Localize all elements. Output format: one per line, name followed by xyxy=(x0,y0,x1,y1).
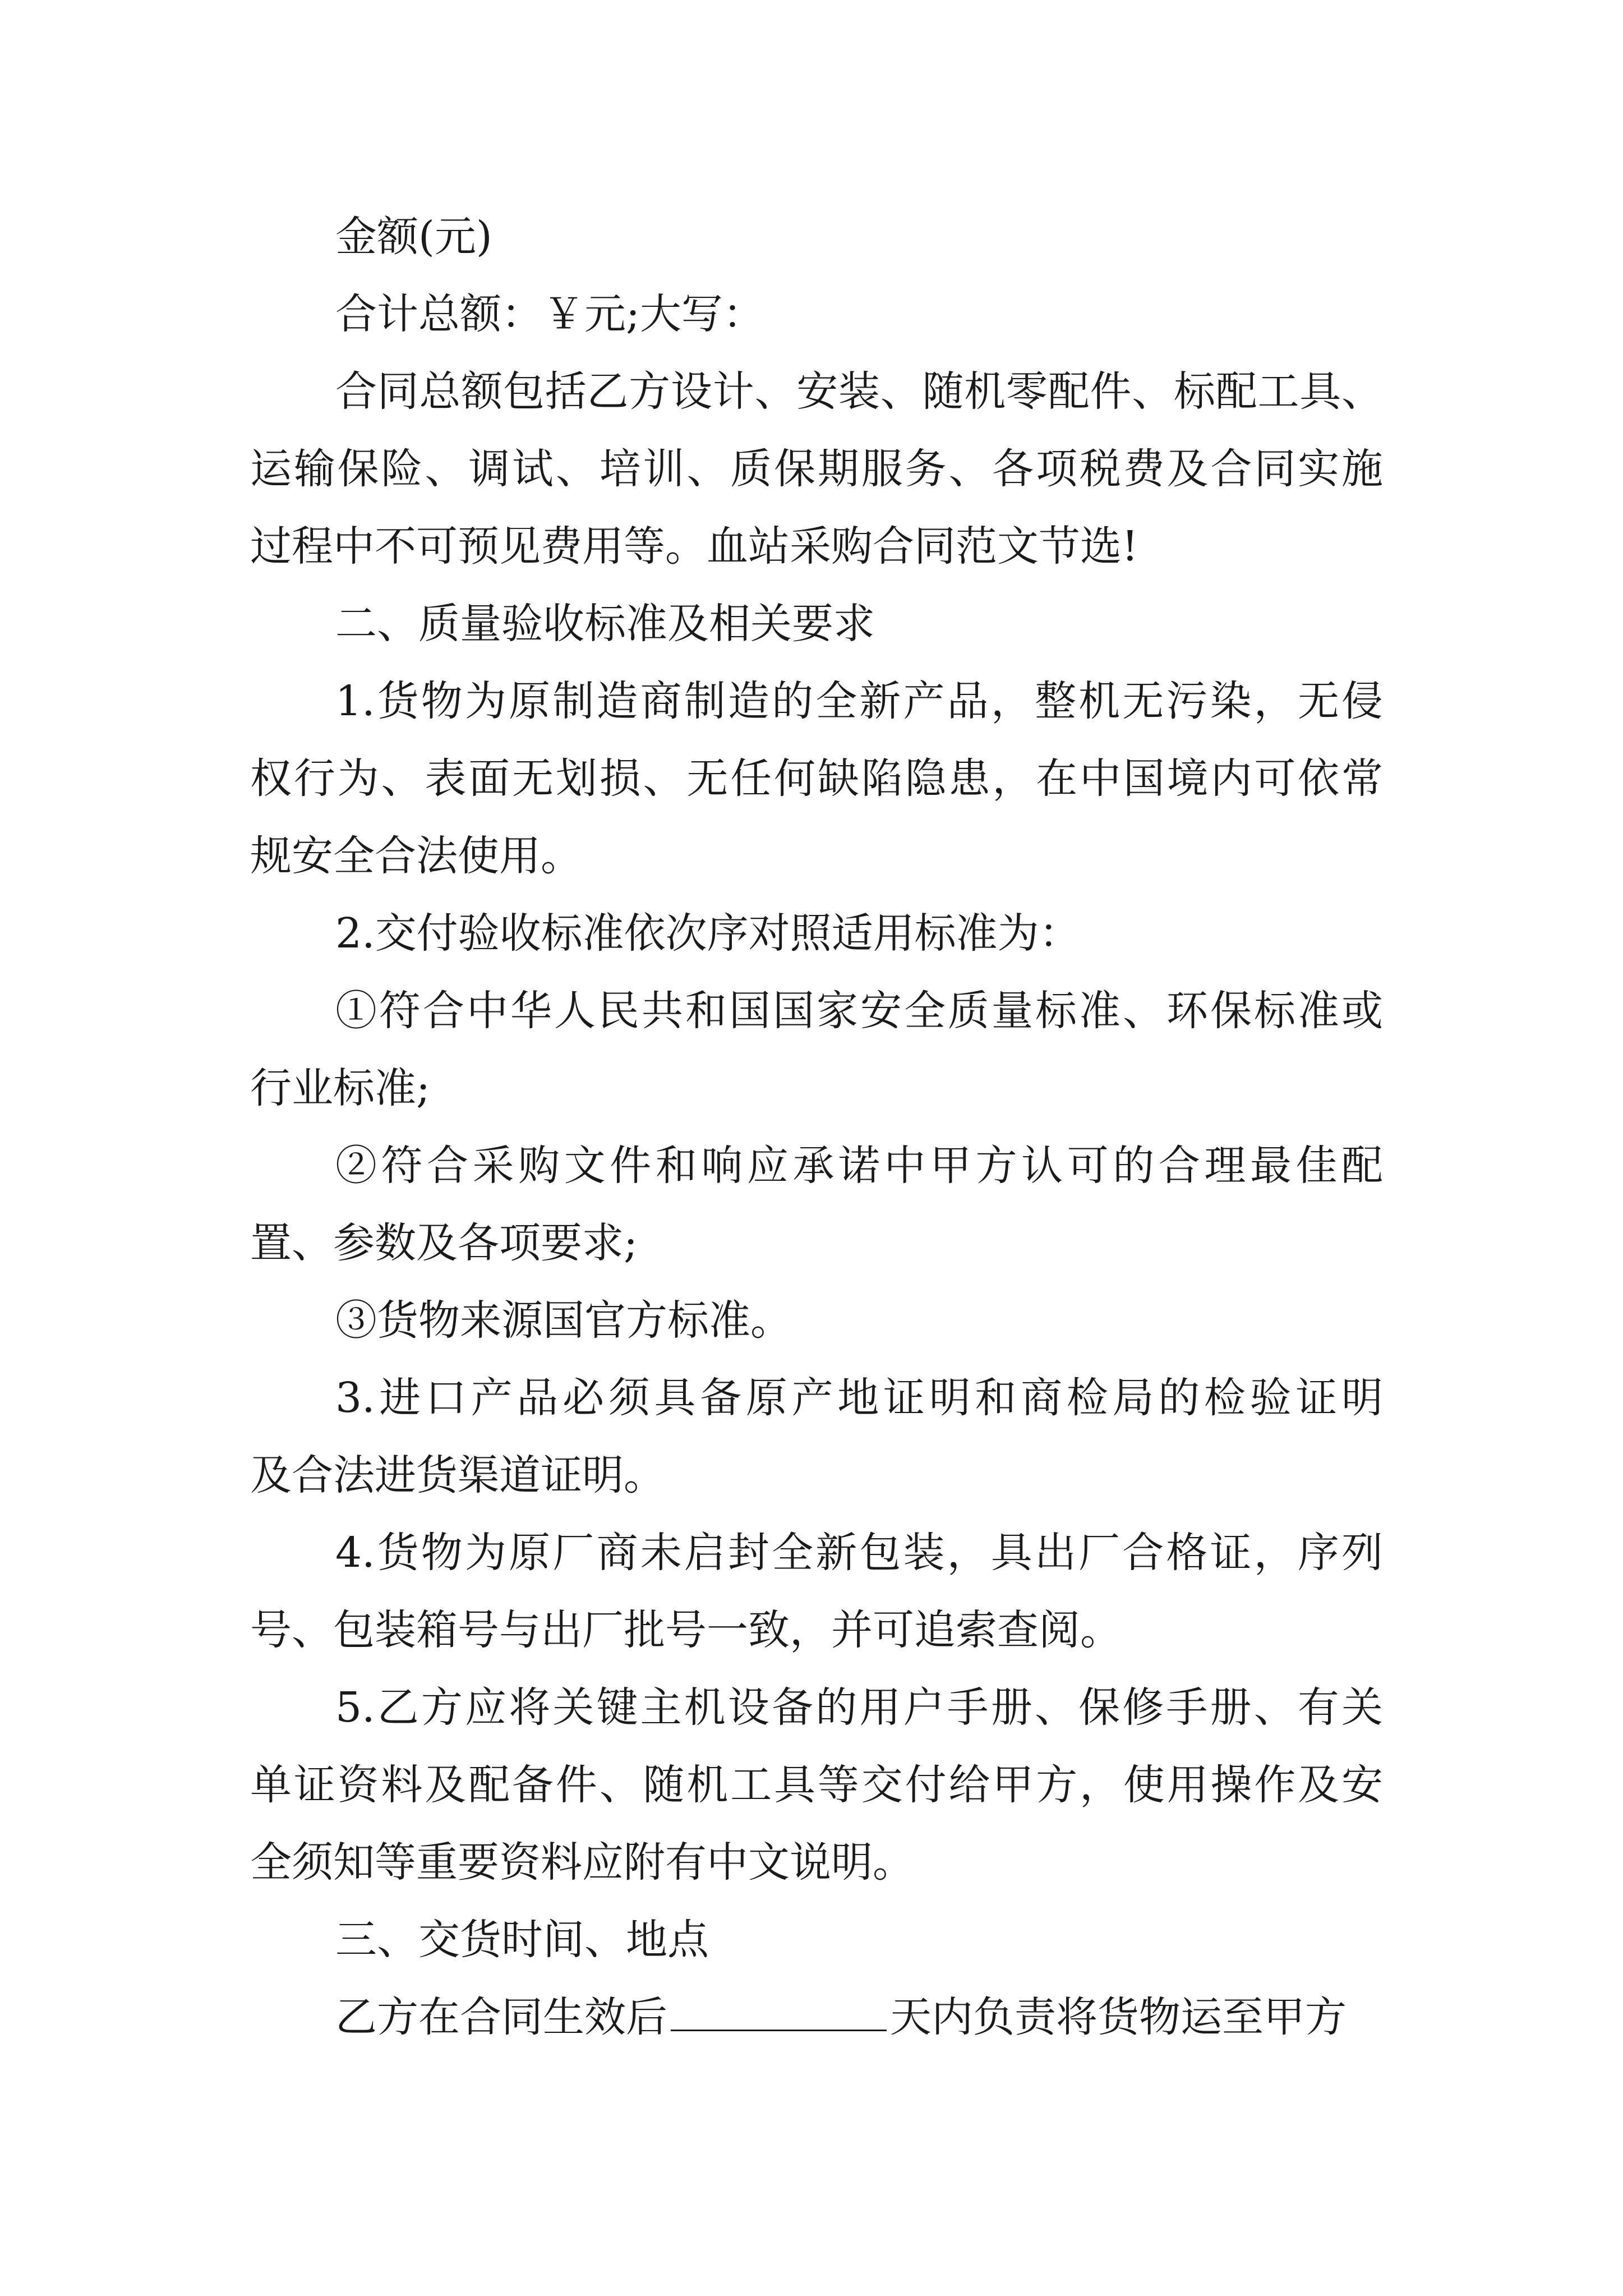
paragraph-line: 3.进口产品必须具备原产地证明和商检局的检验证明 xyxy=(335,1374,1383,1422)
paragraph-line: 权行为、表面无划损、无任何缺陷隐患，在中国境内可依常 xyxy=(250,754,1383,803)
paragraph-line: ①符合中华人民共和国国家安全质量标准、环保标准或 xyxy=(335,987,1383,1035)
section-heading-3: 三、交货时间、地点 xyxy=(335,1916,709,1964)
paragraph-line: 号、包装箱号与出厂批号一致，并可追索查阅。 xyxy=(250,1606,1122,1654)
paragraph-line: 行业标准; xyxy=(250,1064,430,1112)
delivery-line xyxy=(335,1986,1383,2048)
paragraph-line: 2.交付验收标准依次序对照适用标准为： xyxy=(335,909,1081,958)
paragraph-line: ③货物来源国官方标准。 xyxy=(335,1296,792,1345)
paragraph-line: 置、参数及各项要求; xyxy=(250,1219,638,1267)
paragraph-line: 5.乙方应将关键主机设备的用户手册、保修手册、有关 xyxy=(335,1683,1383,1732)
total-amount-line: 合计总额：￥元;大写： xyxy=(335,290,764,338)
paragraph-line: ②符合采购文件和响应承诺中甲方认可的合理最佳配 xyxy=(335,1142,1383,1190)
delivery-text-after: 天内负责将货物运至甲方 xyxy=(890,1993,1347,2041)
paragraph-line: 1.货物为原制造商制造的全新产品，整机无污染，无侵 xyxy=(335,677,1383,725)
paragraph-line: 规安全合法使用。 xyxy=(250,832,582,880)
paragraph-line: 4.货物为原厂商未启封全新包装，具出厂合格证，序列 xyxy=(335,1529,1383,1577)
paragraph-line: 及合法进货渠道证明。 xyxy=(250,1451,665,1499)
section-heading-2: 二、质量验收标准及相关要求 xyxy=(335,600,875,648)
paragraph-line: 全须知等重要资料应附有中文说明。 xyxy=(250,1838,914,1887)
amount-unit-line: 金额(元) xyxy=(335,213,492,261)
days-blank-field xyxy=(671,2027,887,2031)
paragraph-line: 单证资料及配备件、随机工具等交付给甲方，使用操作及安 xyxy=(250,1761,1383,1809)
paragraph-line: 过程中不可预见费用等。血站采购合同范文节选! xyxy=(250,522,1138,570)
paragraph-line: 运输保险、调试、培训、质保期服务、各项税费及合同实施 xyxy=(250,445,1383,493)
paragraph-line: 合同总额包括乙方设计、安装、随机零配件、标配工具、 xyxy=(335,367,1383,416)
delivery-text-before: 乙方在合同生效后 xyxy=(335,1993,667,2041)
